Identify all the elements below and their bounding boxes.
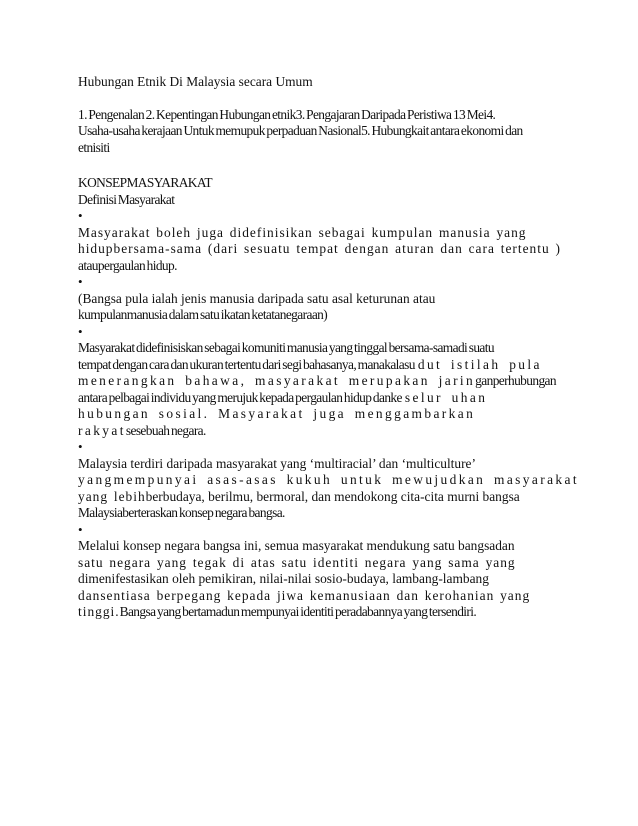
paragraph-3-line-2-a: tempat dengan cara dan ukuran tertentu dari segi bahasanya, manakalas: [78, 356, 409, 372]
bullet-1: •: [78, 208, 83, 223]
paragraph-3-line-6-b: sesebuah negara.: [125, 422, 206, 438]
paragraph-1-line-2: hidupbersama-sama (dari sesuatu tempat dengan aturan dan cara tertentu ): [78, 241, 561, 256]
paragraph-4-line-3-b: berbudaya, berilmu, bermoral, dan mendokong cita-cita murni bangsa: [145, 488, 520, 504]
bullet-3: •: [78, 323, 83, 339]
paragraph-2-line-1: (Bangsa pula ialah jenis manusia daripada satu asal keturunan atau: [78, 290, 436, 306]
paragraph-3-line-5: hubungan sosial. Masyarakat juga menggambarkan: [78, 406, 476, 421]
paragraph-4-line-3-a: yang lebih: [78, 488, 146, 504]
paragraph-5-line-5-b: Bangsa yang bertamadun mempunyai identiti peradabannya yang tersendiri.: [119, 604, 477, 619]
paragraph-5-line-5-a: tinggi.: [78, 604, 120, 619]
paragraph-3-line-4: [78, 390, 578, 407]
paragraph-3-line-3: [78, 373, 578, 390]
paragraph-5-line-5: [78, 604, 578, 621]
document-body: [78, 74, 578, 621]
paragraph-3-line-2: [78, 357, 578, 374]
paragraph-3-line-1: Masyarakat didefinisiskan sebagai komuniti manusia yang tinggal bersama-samadi suatu: [78, 340, 494, 355]
paragraph-5-line-1: Melalui konsep negara bangsa ini, semua masyarakat mendukung satu bangsadan: [78, 538, 515, 553]
paragraph-3-line-3-b: ganperhubungan: [475, 373, 556, 388]
paragraph-4-line-3: [78, 489, 578, 506]
paragraph-3-line-3-a: menerangkan bahawa, masyarakat merupakan jarin: [78, 373, 476, 388]
paragraph-3-line-2-b: udut istilah pula: [408, 356, 542, 372]
paragraph-5-line-4: dansentiasa berpegang kepada jiwa kemanusiaan dan kerohanian yang: [78, 587, 531, 603]
paragraph-1-line-1: Masyarakat boleh juga didefinisikan sebagai kumpulan manusia yang: [78, 224, 527, 240]
toc-line-3: etnisiti: [78, 139, 110, 155]
toc-line-1: 1. Pengenalan 2. Kepentingan Hubungan etnik3. Pengajaran Daripada Peristiwa 13 Mei4.: [78, 106, 496, 122]
paragraph-1-line-3: ataupergaulan hidup.: [78, 257, 177, 273]
toc-line-2: Usaha-usaha kerajaan Untuk memupuk perpaduan Nasional5. Hubungkait antara ekonomi dan: [78, 123, 523, 138]
bullet-5: •: [78, 521, 83, 537]
subheading: Definisi Masyarakat: [78, 191, 175, 207]
paragraph-4-line-1: Malaysia terdiri daripada masyarakat yang ‘multiracial’ dan ‘multiculture’: [78, 455, 476, 471]
paragraph-5-line-2: satu negara yang tegak di atas satu identiti negara yang sama yang: [78, 554, 516, 570]
paragraph-3-line-4-a: antara pelbagai individu yang merujuk kepada pergaulan hidup dank: [78, 389, 397, 405]
paragraph-2-line-2: kumpulanmanusia dalam satu ikatan ketatanegaraan): [78, 307, 328, 322]
paragraph-5-line-3: dimenifestasikan oleh pemikiran, nilai-nilai sosio-budaya, lambang-lambang: [78, 571, 489, 586]
section-heading: KONSEPMASYARAKAT: [78, 175, 213, 190]
document-title: Hubungan Etnik Di Malaysia secara Umum: [78, 74, 313, 89]
paragraph-3-line-4-b: eselur uhan: [396, 389, 488, 405]
paragraph-3-line-6: [78, 423, 578, 440]
paragraph-4-line-4: Malaysiaberteraskan konsep negara bangsa.: [78, 505, 285, 520]
bullet-2: •: [78, 274, 83, 289]
bullet-4: •: [78, 439, 83, 454]
paragraph-4-line-2: yangmempunyai asas-asas kukuh untuk mewujudkan masyarakat: [78, 472, 579, 487]
paragraph-3-line-6-a: rakyat: [78, 422, 126, 438]
